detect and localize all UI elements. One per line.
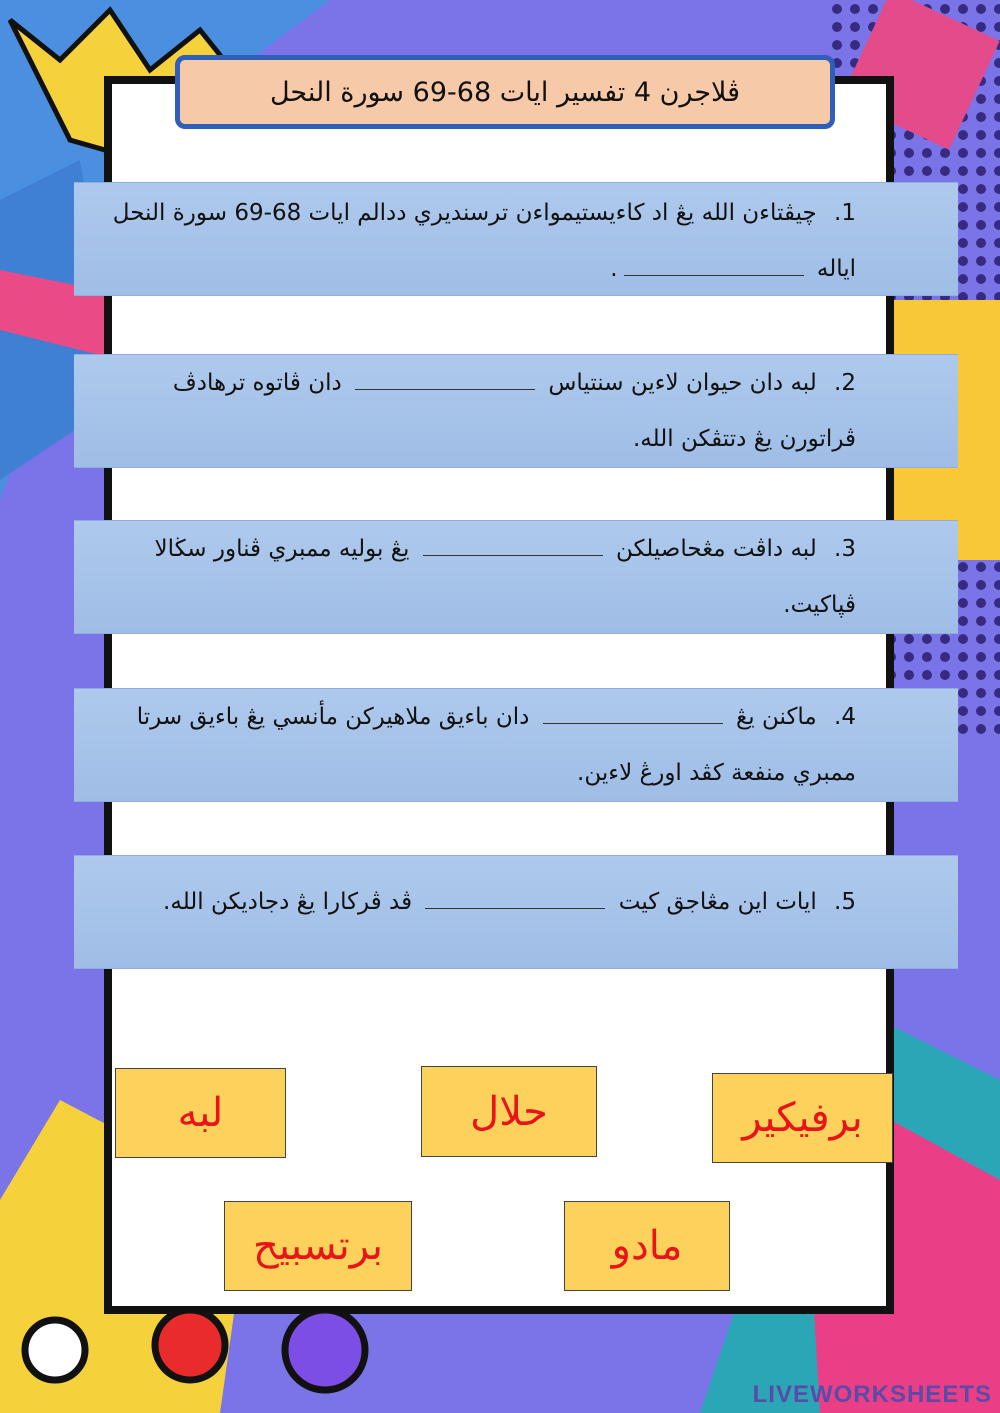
question-number: 5. (834, 889, 856, 915)
question-text: چيڤتاءن الله يڠ اد كاءيستيمواءن ترسنديري ددالم ايات 68-69 سورة النحل (112, 200, 817, 226)
word-card-halal[interactable] (421, 1066, 597, 1157)
question-1-line-1 (104, 185, 856, 241)
question-number: 3. (834, 536, 856, 562)
question-text: لبه دان حيوان لاءين سنتياس (548, 370, 817, 396)
answer-blank-2[interactable] (355, 355, 535, 390)
question-number: 4. (834, 704, 856, 730)
question-3-line-1 (104, 521, 856, 577)
question-text: لبه داڤت مڠحاصيلكن (616, 536, 817, 562)
word-card-label: حلال (470, 1088, 548, 1135)
word-card-label: لبه (177, 1090, 224, 1136)
question-text: ڤراتورن يڠ دتتڤكن الله. (632, 426, 856, 452)
question-number: 2. (834, 370, 856, 396)
answer-blank-1[interactable] (624, 241, 804, 276)
word-card-label: برتسبيح (253, 1223, 383, 1269)
question-text: دان باءيق ملاهيركن مأنسي يڠ باءيق سرتا (136, 704, 530, 730)
word-card-lebah[interactable] (115, 1068, 286, 1158)
question-text: ماكنن يڠ (736, 704, 817, 730)
question-2 (74, 354, 958, 468)
question-3 (74, 520, 958, 634)
word-card-label: برفيكير (742, 1095, 863, 1141)
question-1-line-2 (104, 241, 856, 297)
question-1 (74, 182, 958, 296)
question-text: ايات اين مڠاجق كيت (618, 889, 817, 915)
question-number: 1. (834, 200, 856, 226)
question-text: يڠ بوليه ممبري ڤناور سڬالا (154, 536, 410, 562)
title-text: ڤلاجرن 4 تفسير ايات 68-69 سورة النحل (269, 76, 741, 108)
question-2-line-2 (104, 411, 856, 467)
question-text: ڤد ڤركارا يڠ دجاديكن الله. (163, 889, 413, 915)
word-card-bertasbih[interactable] (224, 1201, 412, 1291)
question-5-line-1 (104, 874, 856, 930)
question-text: اياله (816, 256, 856, 282)
question-text: ممبري منفعة كڤد اورڠ لاءين. (577, 760, 856, 786)
question-2-line-1 (104, 355, 856, 411)
question-3-line-2 (104, 577, 856, 633)
liveworksheets-watermark: LIVEWORKSHEETS (752, 1381, 992, 1408)
word-card-label: مادو (611, 1223, 683, 1269)
word-card-berfikir[interactable] (712, 1073, 893, 1163)
word-card-madu[interactable] (564, 1201, 730, 1291)
question-4-line-2 (104, 745, 856, 801)
answer-blank-5[interactable] (425, 874, 605, 909)
answer-blank-4[interactable] (543, 689, 723, 724)
question-text: دان ڤاتوه ترهادڤ (172, 370, 342, 396)
question-5 (74, 855, 958, 969)
question-4-line-1 (104, 689, 856, 745)
question-text: . (610, 256, 618, 282)
question-text: ڤڽاكيت. (783, 592, 856, 618)
answer-blank-3[interactable] (423, 521, 603, 556)
worksheet-title (175, 55, 835, 129)
question-4 (74, 688, 958, 802)
